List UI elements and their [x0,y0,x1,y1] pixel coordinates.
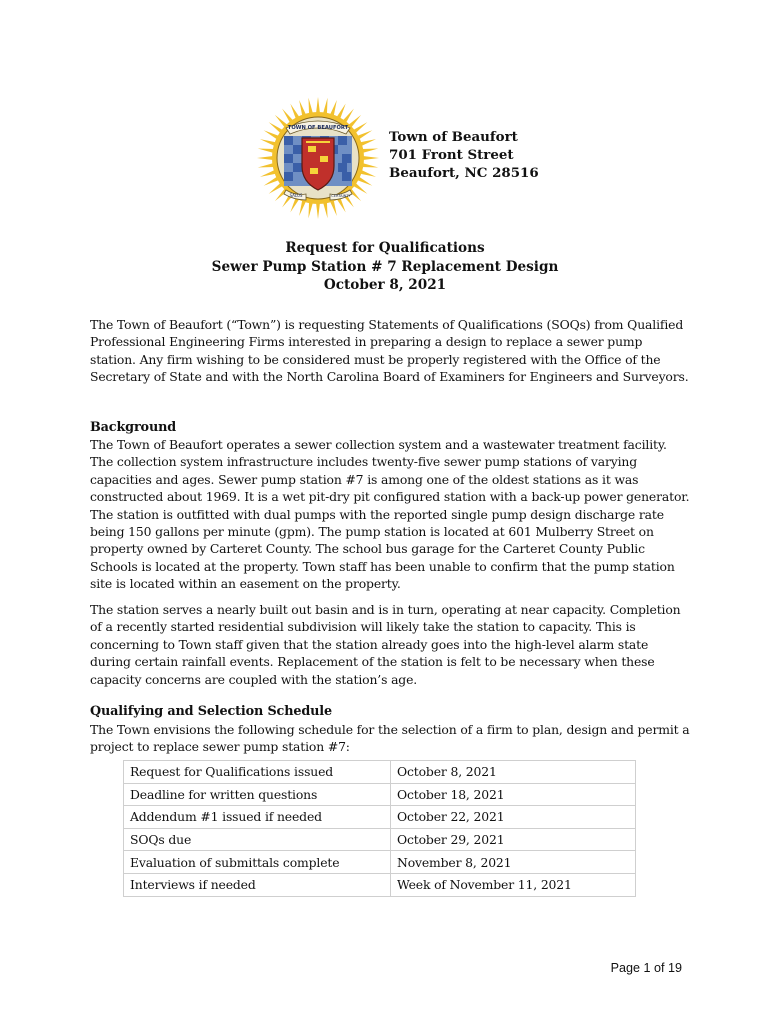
address-line-3: Beaufort, NC 28516 [389,165,539,181]
seal-ray [362,163,378,167]
seal-ray [362,148,378,152]
seal-ray [316,97,320,113]
schedule-date: October 29, 2021 [391,828,636,851]
schedule-item: Deadline for written questions [124,783,391,806]
seal-ray [308,98,312,114]
seal-ray [323,202,327,218]
seal-ray [316,203,320,219]
seal-ray [363,156,379,160]
background-paragraph-1: The Town of Beaufort operates a sewer collection system and a wastewater treatment facility. The collection system infrastructure includes twenty-five sewer pump stations of varying capacities and ages. Sewer pump station #7 is among one of the oldest stations as it was constructed about 1969. It is a wet pit-dry pit configured station with a back-up power generator. The station is outfitted with dual pumps with the reported single pump design discharge rate being 150 gallons per minute (gpm). The pump station is located at 601 Mulberry Street on property owned by Carteret County. The school bus garage for the Carteret County Public Schools is located at the property. Town staff has been unable to confirm that the pump station site is located within an easement on the property. [90,437,690,592]
schedule-table [123,760,636,897]
seal-ray [258,148,274,152]
schedule-date: Week of November 11, 2021 [391,873,636,896]
schedule-row [124,806,636,829]
title-line-2: Sewer Pump Station # 7 Replacement Design [211,258,559,275]
seal-ray [337,104,346,119]
address-line-1: Town of Beaufort [389,129,518,145]
document-title [0,239,770,295]
seal-ray [299,100,306,116]
schedule-date: October 18, 2021 [391,783,636,806]
seal-ray [357,130,372,139]
seal-ray [258,163,274,167]
seal-ray [308,202,312,218]
intro-paragraph: The Town of Beaufort (“Town”) is requesting Statements of Qualifications (SOQs) from Qualified Professional Engineering Firms interested in preparing a design to replace a sewer pump station. Any firm wishing to be considered must be properly registered with the Office of the Secretary of State and with the North Carolina Board of Examiners for Engineers and Surveyors. [90,317,689,385]
schedule-date: October 8, 2021 [391,761,636,784]
town-seal-logo [256,96,380,220]
schedule-row [124,851,636,874]
seal-ray [360,139,376,146]
schedule-row [124,783,636,806]
schedule-heading: Qualifying and Selection Schedule [90,704,333,719]
seal-ray [257,156,273,160]
page-number: Page 1 of 19 [610,961,682,975]
seal-bottom-left-text: SALUS [289,193,303,198]
seal-ray [360,170,376,177]
seal-ray [330,200,337,216]
seal-ray [264,130,279,139]
seal-ray [264,177,279,186]
address-line-2: 701 Front Street [389,147,514,163]
town-address [389,128,539,182]
seal-ray [330,100,337,116]
schedule-row [124,873,636,896]
schedule-date: October 22, 2021 [391,806,636,829]
schedule-row [124,828,636,851]
seal-bottom-right-text: CERTAINTY [331,194,351,198]
seal-ray [323,98,327,114]
schedule-item: Interviews if needed [124,873,391,896]
background-heading: Background [90,420,177,435]
schedule-item: Evaluation of submittals complete [124,851,391,874]
seal-top-text: TOWN OF BEAUFORT [287,125,349,131]
seal-ray [357,177,372,186]
schedule-intro: The Town envisions the following schedule for the selection of a firm to plan, design and permit a project to replace sewer pump station #7: [90,722,690,755]
schedule-item: Request for Qualifications issued [124,761,391,784]
background-paragraph-2: The station serves a nearly built out basin and is in turn, operating at near capacity. Completion of a recently started residential subdivision will likely take the station to capacity. This is concerning to Town staff given that the station already goes into the high-level alarm state during certain rainfall events. Replacement of the station is felt to be necessary when these capacity concerns are coupled with the station’s age. [90,602,681,687]
title-line-1: Request for Qualifications [285,240,485,256]
schedule-row [124,761,636,784]
schedule-item: Addendum #1 issued if needed [124,806,391,829]
schedule-item: SOQs due [124,828,391,851]
schedule-date: November 8, 2021 [391,851,636,874]
seal-ray [299,200,306,216]
title-date: October 8, 2021 [323,277,447,293]
seal-ray [260,139,276,146]
seal-ray [290,104,299,119]
seal-ray [260,170,276,177]
